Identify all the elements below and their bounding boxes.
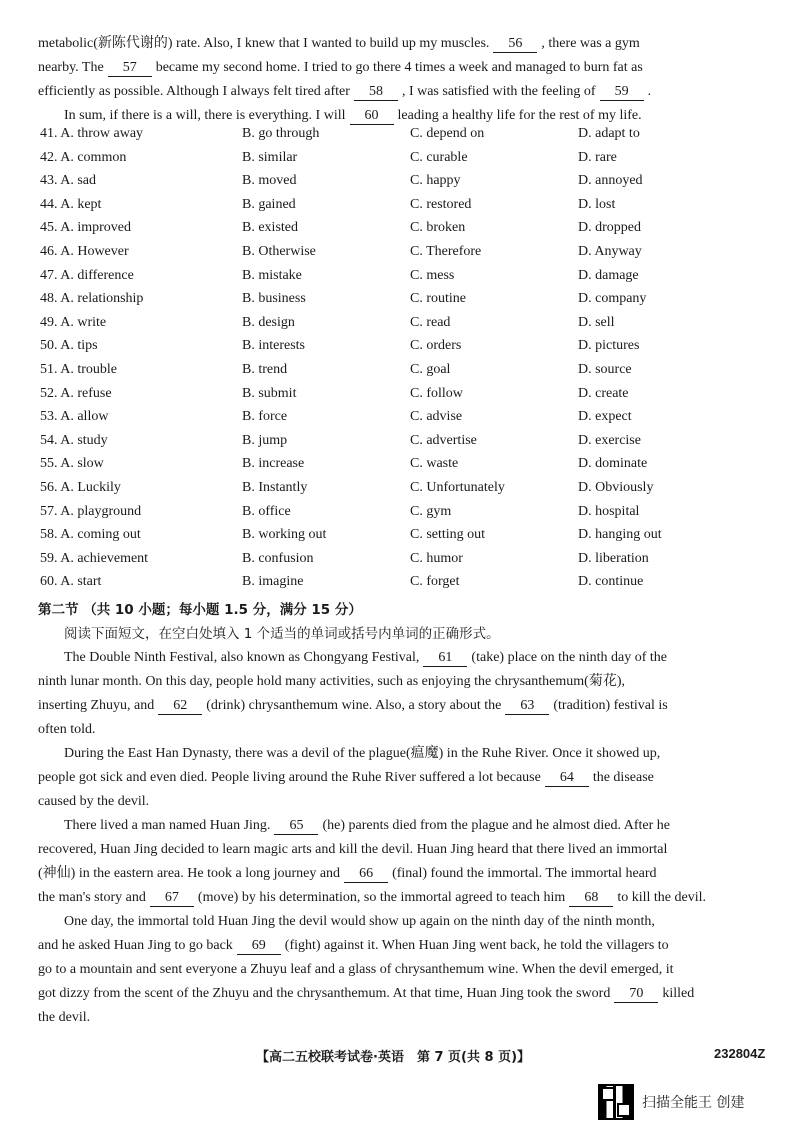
text-line xyxy=(38,984,778,1008)
footer-code: 232804Z xyxy=(714,1046,766,1061)
option-d: D. hanging out xyxy=(578,527,662,543)
text: One day, the immortal told Huan Jing the devil would show up again on the ninth day of the ninth month, xyxy=(64,914,655,929)
option-row xyxy=(38,454,778,478)
page-footer xyxy=(0,1046,800,1068)
option-d: D. expect xyxy=(578,409,632,425)
text: (take) place on the ninth day of the xyxy=(471,650,667,665)
option-b: B. design xyxy=(242,314,295,330)
option-d: D. hospital xyxy=(578,503,640,519)
text-line xyxy=(38,720,778,744)
text-line xyxy=(38,58,778,82)
option-n: 48. A. relationship xyxy=(40,291,144,307)
blank-62: 62 xyxy=(158,698,202,715)
text-line xyxy=(38,792,778,816)
option-row xyxy=(38,218,778,242)
option-d: D. create xyxy=(578,385,629,401)
option-n: 47. A. difference xyxy=(40,267,134,283)
option-n: 59. A. achievement xyxy=(40,550,149,566)
option-n: 41. A. throw away xyxy=(40,126,144,141)
text: the disease xyxy=(592,770,654,785)
option-c: C. goal xyxy=(410,361,451,377)
text-line xyxy=(38,1008,778,1032)
section-title: 第二节 （共 10 小题；每小题 1.5 分，满分 15 分） xyxy=(38,602,362,618)
text: nearby. The xyxy=(38,60,104,75)
option-n: 55. A. slow xyxy=(40,456,104,472)
text: got dizzy from the scent of the Zhuyu and the chrysanthemum. At that time, Huan Jing took the sword xyxy=(38,986,611,1001)
option-b: B. force xyxy=(242,409,288,425)
option-row xyxy=(38,242,778,266)
option-c: C. curable xyxy=(410,149,468,165)
text: During the East Han Dynasty, there was a devil of the plague(瘟魔) in the Ruhe River. Once it showed up, xyxy=(64,746,661,761)
text-line xyxy=(38,888,778,912)
option-n: 60. A. start xyxy=(40,574,102,590)
option-row xyxy=(38,360,778,384)
option-b: B. business xyxy=(242,291,306,307)
blank-60: 60 xyxy=(350,108,394,125)
text-line xyxy=(38,34,778,58)
option-row xyxy=(38,313,778,337)
option-b: B. mistake xyxy=(242,267,302,283)
text: . xyxy=(647,84,652,99)
top-paragraph xyxy=(38,34,778,130)
option-c: C. forget xyxy=(410,574,460,590)
text: (final) found the immortal. The immortal heard xyxy=(392,866,657,881)
option-d: D. sell xyxy=(578,314,615,330)
text: go to a mountain and sent everyone a Zhuyu leaf and a glass of chrysanthemum wine. When the devil emerged, it xyxy=(38,962,674,977)
option-row xyxy=(38,407,778,431)
text: recovered, Huan Jing decided to learn magic arts and kill the devil. Huan Jing heard that there lived an immortal xyxy=(38,842,668,857)
text: people got sick and even died. People living around the Ruhe River suffered a lot because xyxy=(38,770,541,785)
option-c: C. broken xyxy=(410,220,466,236)
text: , there was a gym xyxy=(541,36,640,51)
option-c: C. advertise xyxy=(410,432,477,448)
option-d: D. continue xyxy=(578,574,644,590)
text-line xyxy=(38,864,778,888)
option-row xyxy=(38,549,778,573)
option-row xyxy=(38,336,778,360)
option-b: B. increase xyxy=(242,456,305,472)
option-c: C. advise xyxy=(410,409,463,425)
option-c: C. depend on xyxy=(410,126,485,141)
text-line xyxy=(38,744,778,768)
option-n: 42. A. common xyxy=(40,149,127,165)
text-line xyxy=(38,816,778,840)
option-n: 51. A. trouble xyxy=(40,361,117,377)
option-c: C. orders xyxy=(410,338,462,354)
text: caused by the devil. xyxy=(38,794,150,809)
text: (神仙) in the eastern area. He took a long journey and xyxy=(38,866,341,881)
option-d: D. pictures xyxy=(578,338,640,354)
option-row xyxy=(38,478,778,502)
option-row xyxy=(38,171,778,195)
option-d: D. dropped xyxy=(578,220,641,236)
text-line xyxy=(38,960,778,984)
option-d: D. Anyway xyxy=(578,243,642,259)
option-d: D. rare xyxy=(578,149,617,165)
text: ninth lunar month. On this day, people hold many activities, such as enjoying the chrysanthemum(菊花), xyxy=(38,674,625,689)
text: efficiently as possible. Although I always felt tired after xyxy=(38,84,350,99)
blank-69: 69 xyxy=(237,938,281,955)
option-b: B. gained xyxy=(242,196,296,212)
option-d: D. exercise xyxy=(578,432,641,448)
option-row xyxy=(38,525,778,549)
option-b: B. imagine xyxy=(242,574,304,590)
blank-65: 65 xyxy=(274,818,318,835)
blank-58: 58 xyxy=(354,84,398,101)
text-line xyxy=(38,648,778,672)
options-table xyxy=(38,124,778,596)
blank-66: 66 xyxy=(344,866,388,883)
blank-56: 56 xyxy=(493,36,537,53)
text-line xyxy=(38,936,778,960)
text: leading a healthy life for the rest of my life. xyxy=(397,108,642,123)
scanner-watermark-text: 扫描全能王 创建 xyxy=(642,1095,745,1111)
option-d: D. Obviously xyxy=(578,479,654,495)
option-n: 49. A. write xyxy=(40,314,107,330)
option-c: C. mess xyxy=(410,267,455,283)
text: , I was satisfied with the feeling of xyxy=(401,84,596,99)
option-c: C. follow xyxy=(410,385,463,401)
passage xyxy=(38,648,778,1032)
blank-70: 70 xyxy=(614,986,658,1003)
option-b: B. interests xyxy=(242,338,305,354)
option-n: 43. A. sad xyxy=(40,173,96,189)
text: the devil. xyxy=(38,1010,91,1025)
text-line xyxy=(38,696,778,720)
option-row xyxy=(38,195,778,219)
option-n: 44. A. kept xyxy=(40,196,102,212)
option-b: B. similar xyxy=(242,149,298,165)
option-row xyxy=(38,289,778,313)
option-b: B. Otherwise xyxy=(242,243,316,259)
option-d: D. annoyed xyxy=(578,173,643,189)
option-row xyxy=(38,384,778,408)
option-b: B. confusion xyxy=(242,550,314,566)
option-b: B. office xyxy=(242,503,291,519)
option-d: D. dominate xyxy=(578,456,648,472)
option-c: C. humor xyxy=(410,550,463,566)
option-n: 46. A. However xyxy=(40,243,129,259)
option-c: C. Therefore xyxy=(410,243,482,259)
text-line xyxy=(38,840,778,864)
text: often told. xyxy=(38,722,96,737)
footer-title: 【高二五校联考试卷·英语 第 7 页(共 8 页)】 xyxy=(256,1050,531,1065)
text: (drink) chrysanthemum wine. Also, a story about the xyxy=(206,698,502,713)
text: (move) by his determination, so the immortal agreed to teach him xyxy=(197,890,566,905)
text: In sum, if there is a will, there is everything. I will xyxy=(64,108,346,123)
text: inserting Zhuyu, and xyxy=(38,698,155,713)
text: The Double Ninth Festival, also known as Chongyang Festival, xyxy=(64,650,420,665)
option-row xyxy=(38,266,778,290)
text: There lived a man named Huan Jing. xyxy=(64,818,271,833)
option-b: B. go through xyxy=(242,126,320,141)
option-c: C. restored xyxy=(410,196,472,212)
text: (fight) against it. When Huan Jing went back, he told the villagers to xyxy=(284,938,669,953)
option-n: 57. A. playground xyxy=(40,503,142,519)
qr-code-icon xyxy=(598,1084,634,1120)
option-row xyxy=(38,148,778,172)
option-b: B. submit xyxy=(242,385,297,401)
text-line xyxy=(38,82,778,106)
option-c: C. Unfortunately xyxy=(410,479,505,495)
option-n: 58. A. coming out xyxy=(40,527,141,543)
blank-64: 64 xyxy=(545,770,589,787)
option-b: B. working out xyxy=(242,527,327,543)
text: became my second home. I tried to go there 4 times a week and managed to burn fat as xyxy=(155,60,643,75)
section-instruction: 阅读下面短文，在空白处填入 1 个适当的单词或括号内单词的正确形式。 xyxy=(64,626,500,642)
option-d: D. adapt to xyxy=(578,126,640,141)
blank-59: 59 xyxy=(600,84,644,101)
option-b: B. jump xyxy=(242,432,288,448)
option-row xyxy=(38,572,778,596)
option-n: 53. A. allow xyxy=(40,409,109,425)
blank-68: 68 xyxy=(569,890,613,907)
text: (he) parents died from the plague and he almost died. After he xyxy=(322,818,670,833)
option-n: 52. A. refuse xyxy=(40,385,112,401)
blank-67: 67 xyxy=(150,890,194,907)
blank-63: 63 xyxy=(505,698,549,715)
text: metabolic(新陈代谢的) rate. Also, I knew that I wanted to build up my muscles. xyxy=(38,36,490,51)
option-d: D. liberation xyxy=(578,550,649,566)
option-n: 45. A. improved xyxy=(40,220,131,236)
option-n: 54. A. study xyxy=(40,432,108,448)
option-c: C. waste xyxy=(410,456,459,472)
option-d: D. damage xyxy=(578,267,639,283)
option-c: C. happy xyxy=(410,173,461,189)
option-row xyxy=(38,502,778,526)
text-line xyxy=(38,912,778,936)
text: to kill the devil. xyxy=(617,890,706,905)
option-c: C. read xyxy=(410,314,451,330)
text: the man's story and xyxy=(38,890,146,905)
option-row xyxy=(38,124,778,148)
option-b: B. existed xyxy=(242,220,298,236)
option-row xyxy=(38,431,778,455)
option-d: D. source xyxy=(578,361,632,377)
option-c: C. gym xyxy=(410,503,452,519)
section-2 xyxy=(38,600,778,648)
option-c: C. setting out xyxy=(410,527,486,543)
option-d: D. company xyxy=(578,291,647,307)
option-b: B. moved xyxy=(242,173,297,189)
option-d: D. lost xyxy=(578,196,616,212)
option-n: 50. A. tips xyxy=(40,338,98,354)
blank-57: 57 xyxy=(108,60,152,77)
option-b: B. trend xyxy=(242,361,288,377)
text-line xyxy=(38,768,778,792)
option-c: C. routine xyxy=(410,291,466,307)
text: and he asked Huan Jing to go back xyxy=(38,938,233,953)
option-n: 56. A. Luckily xyxy=(40,479,121,495)
text: killed xyxy=(662,986,695,1001)
blank-61: 61 xyxy=(423,650,467,667)
option-b: B. Instantly xyxy=(242,479,308,495)
text: (tradition) festival is xyxy=(553,698,668,713)
text-line xyxy=(38,672,778,696)
